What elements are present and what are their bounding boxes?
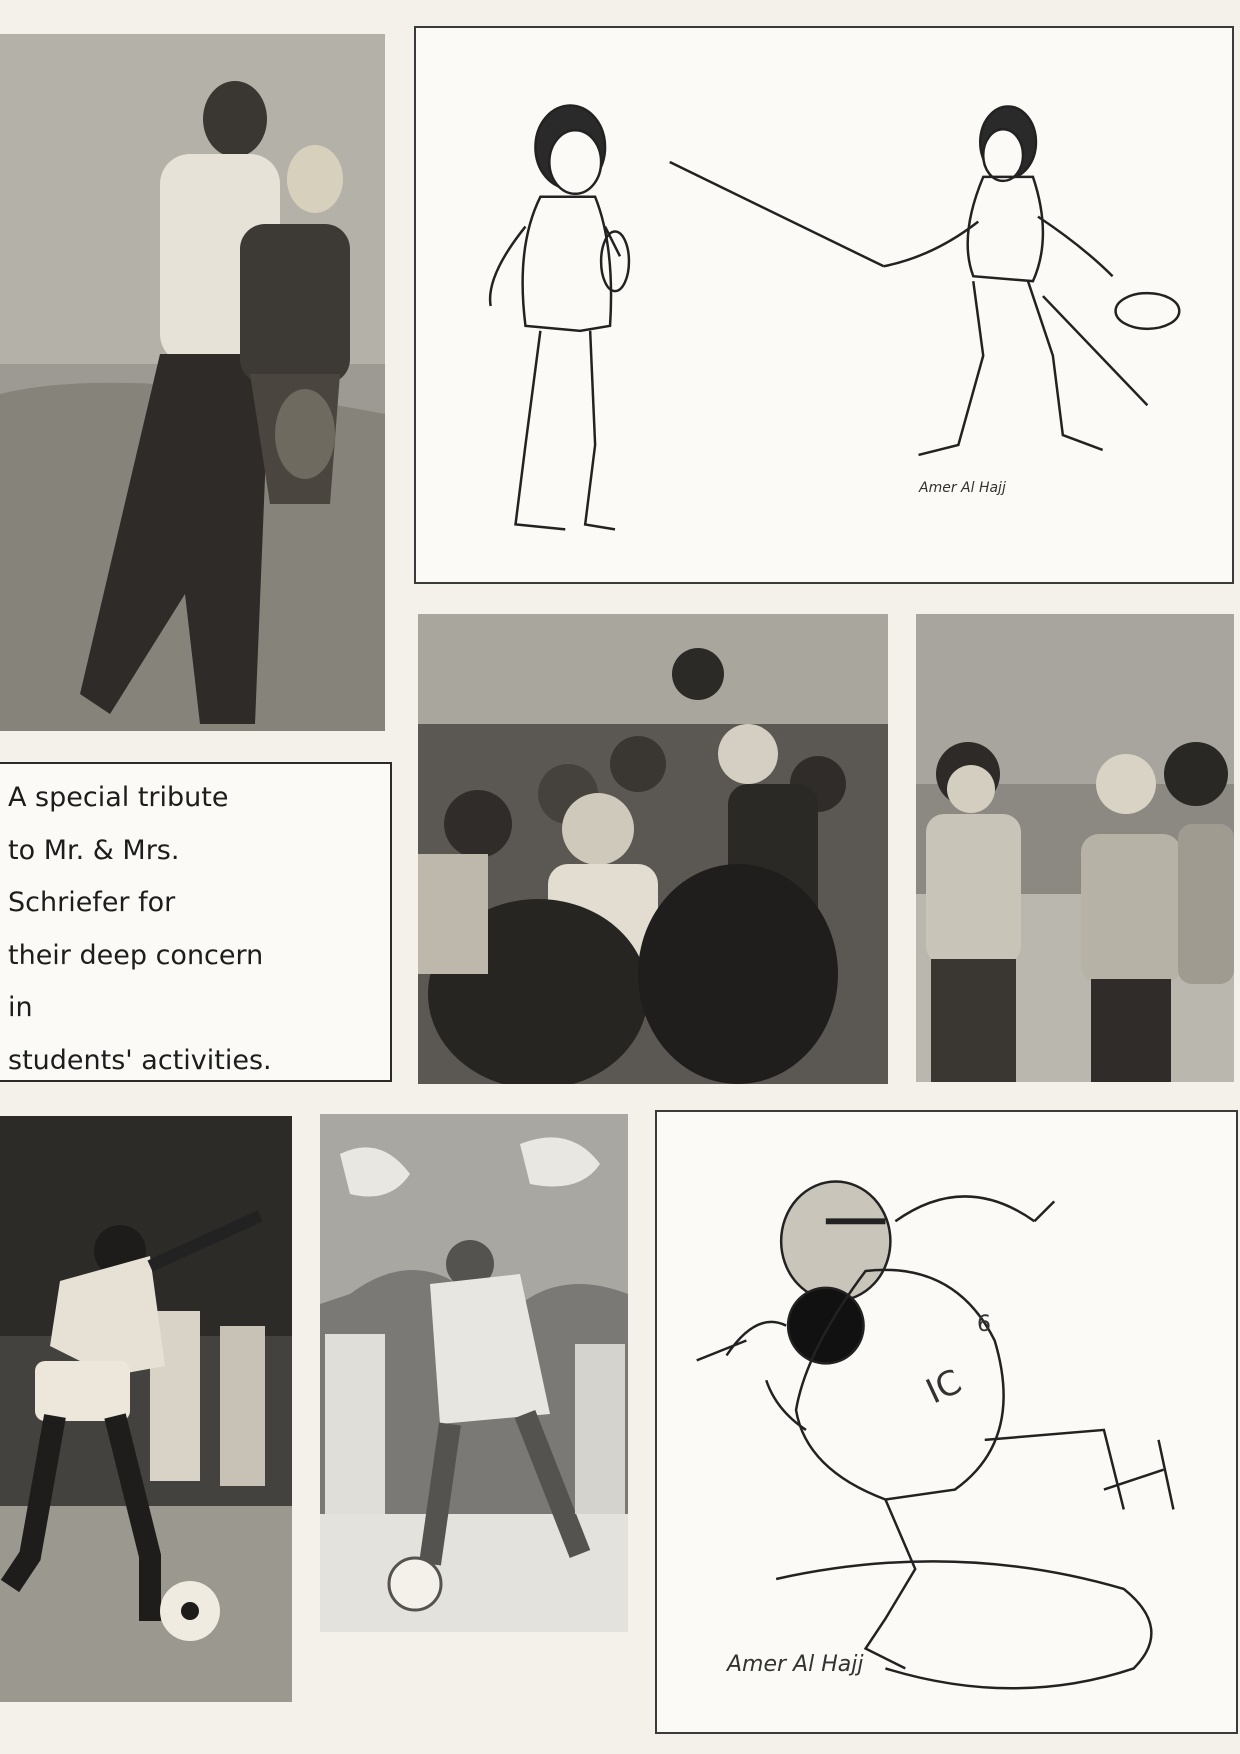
couple-photo (0, 34, 385, 731)
shirt-letters: IC (920, 1361, 968, 1413)
cartoon-signature: Amer Al Hajj (727, 1652, 864, 1677)
shot-put-cartoon (655, 1110, 1238, 1734)
cartoon-signature: Amer Al Hajj (919, 480, 1006, 496)
tribute-line: Schriefer for (8, 887, 176, 918)
three-men-photo (916, 614, 1234, 1082)
shirt-number: 6 (977, 1312, 991, 1337)
soccer-photo (0, 1116, 292, 1702)
soccer-contrast-photo (320, 1114, 628, 1632)
tribute-line: in (8, 992, 33, 1023)
tribute-line: to Mr. & Mrs. (8, 834, 180, 866)
crowd-photo (418, 614, 888, 1084)
fencing-tennis-cartoon (414, 26, 1234, 584)
tribute-line: A special tribute (8, 782, 229, 813)
tribute-line: their deep concern (8, 939, 264, 971)
tribute-text-box (0, 762, 392, 1082)
tribute-line: students' activities. (8, 1044, 272, 1076)
